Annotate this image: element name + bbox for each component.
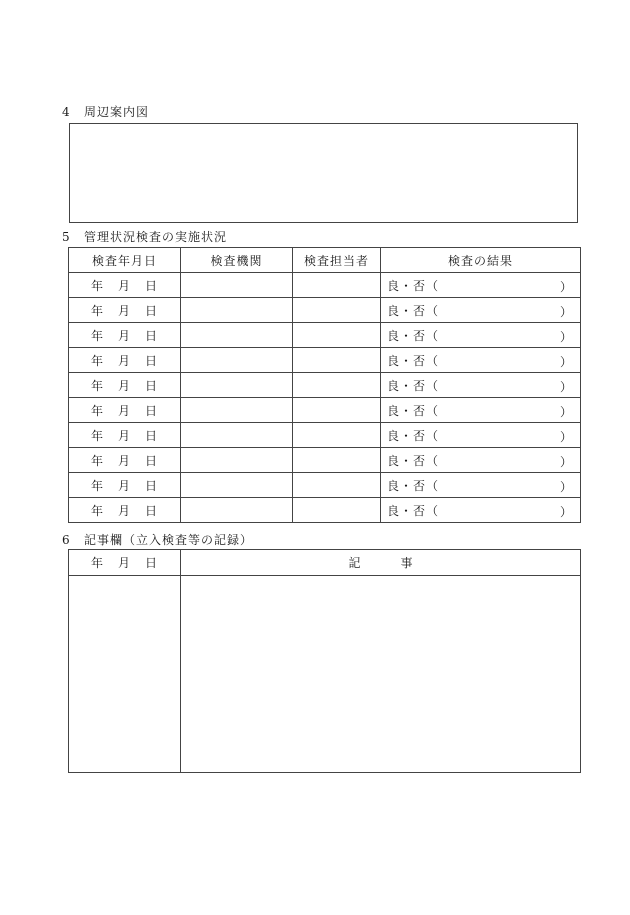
date-day-label: 日 (145, 403, 159, 418)
date-day-label: 日 (145, 428, 159, 443)
inspector-cell[interactable] (293, 473, 381, 498)
record-date-cell[interactable] (69, 576, 181, 773)
result-close-paren: ） (559, 405, 572, 419)
date-day-label: 日 (145, 478, 159, 493)
inspection-date-cell[interactable] (69, 473, 181, 498)
result-good-bad-label: 良・否（ (387, 278, 440, 293)
inspector-cell[interactable] (293, 498, 381, 523)
date-day-label: 日 (145, 278, 159, 293)
record-header-date (69, 550, 181, 576)
date-year-label: 年 (90, 403, 104, 418)
inspection-agency-cell[interactable] (181, 498, 293, 523)
date-year-label: 年 (90, 453, 104, 468)
inspection-date-cell[interactable] (69, 448, 181, 473)
inspection-row (69, 473, 581, 498)
record-header-year: 年 (90, 556, 104, 570)
record-header-month: 月 (117, 556, 131, 570)
date-month-label: 月 (117, 503, 131, 518)
inspection-table (68, 247, 581, 523)
inspection-row (69, 273, 581, 298)
result-good-bad-label: 良・否（ (387, 353, 440, 368)
header-inspector: 検査担当者 (293, 248, 381, 273)
result-close-paren: ） (559, 355, 572, 369)
result-close-paren: ） (559, 280, 572, 294)
result-good-bad-label: 良・否（ (387, 453, 440, 468)
result-close-paren: ） (559, 330, 572, 344)
inspection-row (69, 348, 581, 373)
result-close-paren: ） (559, 380, 572, 394)
date-year-label: 年 (90, 503, 104, 518)
inspection-result-cell[interactable] (381, 323, 581, 348)
inspection-agency-cell[interactable] (181, 373, 293, 398)
inspection-result-cell[interactable] (381, 473, 581, 498)
inspection-date-cell[interactable] (69, 348, 181, 373)
date-day-label: 日 (145, 378, 159, 393)
inspector-cell[interactable] (293, 273, 381, 298)
inspection-result-cell[interactable] (381, 448, 581, 473)
date-year-label: 年 (90, 303, 104, 318)
inspector-cell[interactable] (293, 448, 381, 473)
inspection-row (69, 323, 581, 348)
section-4-heading (62, 103, 149, 120)
result-good-bad-label: 良・否（ (387, 478, 440, 493)
area-map-box[interactable] (69, 123, 578, 223)
inspection-result-cell[interactable] (381, 348, 581, 373)
date-day-label: 日 (145, 453, 159, 468)
inspector-cell[interactable] (293, 373, 381, 398)
inspection-agency-cell[interactable] (181, 348, 293, 373)
date-month-label: 月 (117, 478, 131, 493)
inspector-cell[interactable] (293, 398, 381, 423)
date-month-label: 月 (117, 453, 131, 468)
record-header-record-ki: 記 (348, 556, 361, 570)
section-6-title: 記事欄（立入検査等の記録） (84, 533, 254, 547)
section-5-heading (62, 228, 227, 245)
result-good-bad-label: 良・否（ (387, 403, 440, 418)
inspection-table-header-row (69, 248, 581, 273)
section-6-number: 6 (62, 533, 71, 547)
inspection-agency-cell[interactable] (181, 323, 293, 348)
record-table-body-row (69, 576, 581, 773)
result-close-paren: ） (559, 505, 572, 519)
inspection-agency-cell[interactable] (181, 273, 293, 298)
inspection-date-cell[interactable] (69, 423, 181, 448)
date-month-label: 月 (117, 428, 131, 443)
date-year-label: 年 (90, 353, 104, 368)
inspection-date-cell[interactable] (69, 498, 181, 523)
inspection-row (69, 373, 581, 398)
section-4-title: 周辺案内図 (84, 105, 150, 119)
result-close-paren: ） (559, 480, 572, 494)
inspection-date-cell[interactable] (69, 323, 181, 348)
section-5-number: 5 (62, 230, 71, 244)
date-year-label: 年 (90, 378, 104, 393)
inspection-result-cell[interactable] (381, 398, 581, 423)
date-day-label: 日 (145, 303, 159, 318)
section-6-heading (62, 531, 253, 548)
inspector-cell[interactable] (293, 323, 381, 348)
inspection-agency-cell[interactable] (181, 298, 293, 323)
record-content-cell[interactable] (181, 576, 581, 773)
inspection-row (69, 498, 581, 523)
date-year-label: 年 (90, 278, 104, 293)
date-month-label: 月 (117, 378, 131, 393)
date-day-label: 日 (145, 328, 159, 343)
header-inspection-agency: 検査機関 (181, 248, 293, 273)
result-good-bad-label: 良・否（ (387, 378, 440, 393)
result-good-bad-label: 良・否（ (387, 328, 440, 343)
inspection-date-cell[interactable] (69, 273, 181, 298)
date-year-label: 年 (90, 428, 104, 443)
inspection-result-cell[interactable] (381, 273, 581, 298)
result-close-paren: ） (559, 430, 572, 444)
record-table-header-row (69, 550, 581, 576)
date-year-label: 年 (90, 478, 104, 493)
record-table (68, 549, 581, 773)
date-month-label: 月 (117, 303, 131, 318)
date-month-label: 月 (117, 403, 131, 418)
inspection-agency-cell[interactable] (181, 448, 293, 473)
date-day-label: 日 (145, 353, 159, 368)
inspection-agency-cell[interactable] (181, 423, 293, 448)
result-good-bad-label: 良・否（ (387, 303, 440, 318)
inspector-cell[interactable] (293, 423, 381, 448)
date-month-label: 月 (117, 328, 131, 343)
result-good-bad-label: 良・否（ (387, 503, 440, 518)
inspection-result-cell[interactable] (381, 423, 581, 448)
record-header-day: 日 (145, 556, 159, 570)
inspection-result-cell[interactable] (381, 373, 581, 398)
inspector-cell[interactable] (293, 298, 381, 323)
record-header-record (181, 550, 581, 576)
inspection-agency-cell[interactable] (181, 398, 293, 423)
result-close-paren: ） (559, 305, 572, 319)
inspection-result-cell[interactable] (381, 298, 581, 323)
date-month-label: 月 (117, 278, 131, 293)
inspection-result-cell[interactable] (381, 498, 581, 523)
header-inspection-result: 検査の結果 (381, 248, 581, 273)
record-header-record-ji: 事 (400, 556, 413, 570)
inspection-agency-cell[interactable] (181, 473, 293, 498)
result-good-bad-label: 良・否（ (387, 428, 440, 443)
inspection-row (69, 298, 581, 323)
inspection-row (69, 423, 581, 448)
header-inspection-date: 検査年月日 (69, 248, 181, 273)
result-close-paren: ） (559, 455, 572, 469)
date-month-label: 月 (117, 353, 131, 368)
section-5-title: 管理状況検査の実施状況 (84, 230, 228, 244)
date-year-label: 年 (90, 328, 104, 343)
inspection-date-cell[interactable] (69, 298, 181, 323)
inspection-row (69, 448, 581, 473)
inspection-row (69, 398, 581, 423)
section-4-number: 4 (62, 105, 71, 119)
inspection-date-cell[interactable] (69, 373, 181, 398)
inspection-date-cell[interactable] (69, 398, 181, 423)
date-day-label: 日 (145, 503, 159, 518)
inspector-cell[interactable] (293, 348, 381, 373)
